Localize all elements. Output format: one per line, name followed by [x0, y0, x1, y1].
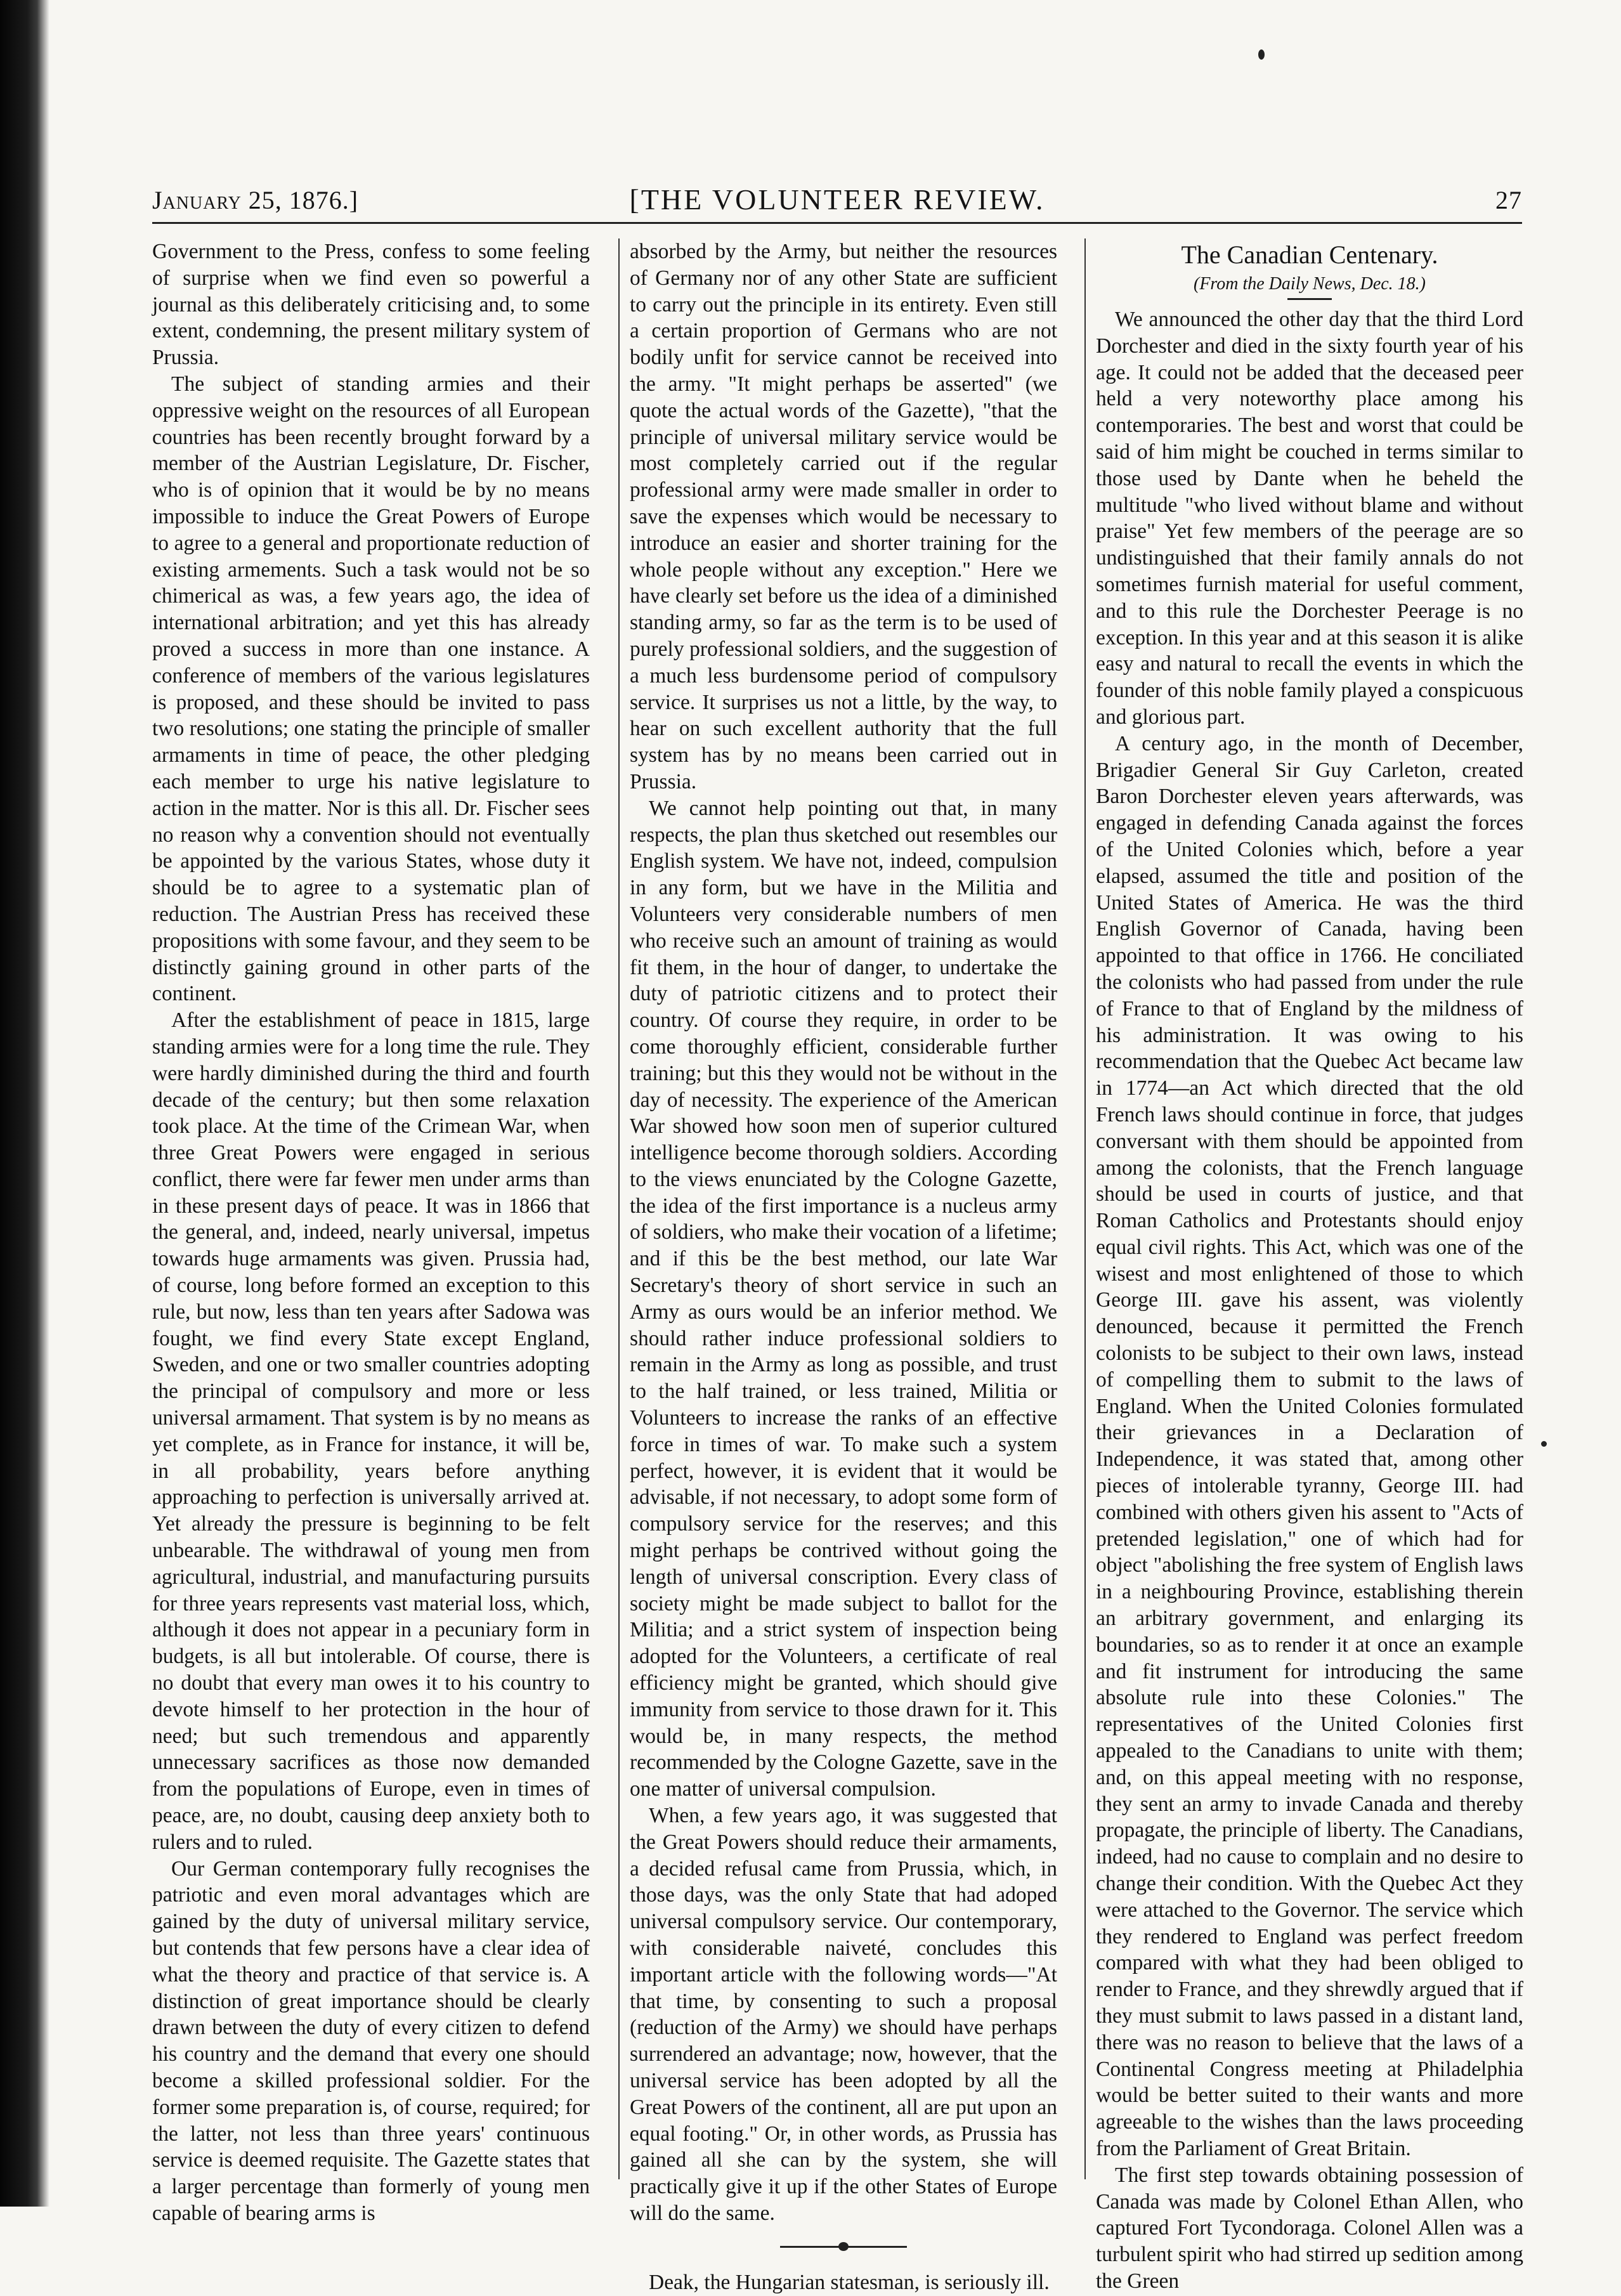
- paragraph: We cannot help pointing out that, in many respects, the plan thus sketched out resembles our English system. We have not, indeed, compulsion in any form, but we have in the Militia and Volunteers very considerable numbers of men who receive such an amount of training as would fit them, in the hour of danger, to undertake the duty of patriotic citizens and to protect their country. Of course they require, in order to be come thoroughly efficient, considerable further training; but this they would not be without in the day of necessity. The experience of the American War showed how soon men of superior cultured intelligence become thorough soldiers. According to the views enunciated by the Cologne Gazette, the idea of the first importance is a nucleus army of soldiers, who make their vocation of a lifetime; and if this be the best method, our late War Secretary's theory of short service in such an Army as ours would be an inferior method. We should rather induce professional soldiers to remain in the Army as long as possible, and trust to the half trained, or less trained, Militia or Volunteers to increase the ranks of an effective force in times of war. To make such a system perfect, however, it is evident that it would be advisable, if not necessary, to adopt some form of compulsory service for the reserves; and this might perhaps be contrived without going the length of universal conscription. Every class of society might be made subject to ballot for the Militia; and a strict system of inspection being adopted for the Volunteers, a certificate of real efficiency might be granted, which should give immunity from service to those drawn for it. This would be, in many respects, the method recommended by the Cologne Gazette, save in the one matter of universal compulsion.: [630, 796, 1057, 1801]
- article-source: (From the Daily News, Dec. 18.): [1194, 274, 1426, 294]
- publication-title: [THE VOLUNTEER REVIEW.: [629, 183, 1045, 216]
- column-1: [152, 238, 590, 2225]
- page-header: [152, 178, 1522, 224]
- news-brief: Deak, the Hungarian statesman, is seriously ill.: [649, 2270, 1050, 2294]
- paragraph: A century ago, in the month of December, Brigadier General Sir Guy Carleton, created Baron Dorchester eleven years afterwards, was engaged in defending Canada against the forces of the United Colonies which, before a year elapsed, assumed the title and position of the United States of America. He was the third English Governor of Canada, having been appointed to that office in 1766. He conciliated the colonists who had passed from under the rule of France to that of England by the mildness of his administration. It was owing to his recommendation that the Quebec Act became law in 1774—an Act which directed that the old French laws should continue in force, that judges conversant with them should be appointed from among the colonists, that the French language should be used in courts of justice, and that Roman Catholics and Protestants should enjoy equal civil rights. This Act, which was one of the wisest and most enlightened of those to which George III. gave his assent, was violently denounced, because it permitted the French colonists to be subject to their own laws, instead of compelling them to submit to the laws of England. When the United Colonies formulated their grievances in a Declaration of Independence, it was stated that, among other pieces of intolerable tyranny, George III. had combined with others given his assent to "Acts of pretended legislation," one of which had for object "abolishing the free system of English laws in a neighbouring Province, establishing therein an arbitrary government, and enlarging its boundaries, so as to render it at once an example and fit instrument for introducing the same absolute rule into these Colonies." The representatives of the United Colonies first appealed to the Canadians to unite with them; and, on this appeal meeting with no response, they sent an army to invade Canada and thereby propagate, the principle of liberty. The Canadians, indeed, had no cause to complain and no desire to change their condition. With the Quebec Act they were attached to the Governor. The service which they rendered to England was perfect freedom compared with what they had been obliged to render to France, and they shrewdly argued that if they must submit to laws passed in a distant land, there was no reason to believe that the laws of a Continental Congress meeting at Philadelphia would be better suited to their wants and more agreeable to the wishes than the laws proceeding from the Parliament of Great Britain.: [1096, 731, 1523, 2160]
- paragraph: Our German contemporary fully recognises the patriotic and even moral advantages which are gained by the duty of universal military service, but contends that few persons have a clear idea of what the theory and practice of that service is. A distinction of great importance should be clearly drawn between the duty of every citizen to defend his country and the demand that every one should become a skilled professional soldier. For the former some preparation is, of course, required; for the latter, not less than three years' continuous service is deemed requisite. The Gazette states that a larger percentage than formerly of young men capable of bearing arms is: [152, 1856, 590, 2225]
- article-title: The Canadian Centenary.: [1181, 240, 1438, 269]
- column-2: [618, 238, 1057, 2294]
- column-3: [1084, 238, 1523, 2293]
- page-number: 27: [1495, 186, 1522, 214]
- scan-speck: [1541, 1441, 1547, 1447]
- paragraph: The subject of standing armies and their oppressive weight on the resources of all European countries has been recently brought forward by a member of the Austrian Legislature, Dr. Fischer, who is of opinion that it would be by no means impossible to induce the Great Powers of Europe to agree to a general and proportionate reduction of existing armements. Such a task would not be so chimerical as was, a few years ago, the idea of international arbitration; and yet this has already proved a success in more than one instance. A conference of members of the various legislatures is proposed, and these should be invited to pass two resolutions; one stating the principle of smaller armaments in time of peace, the other pledging each member to urge his native legislature to action in the matter. Nor is this all. Dr. Fischer sees no reason why a convention should not eventually be appointed by the various States, whose duty it should be to agree to a systematic plan of reduction. The Austrian Press has received these propositions with some favour, and they seem to be distinctly gaining ground in other parts of the continent.: [152, 372, 590, 1006]
- paragraph: absorbed by the Army, but neither the resources of Germany nor of any other State are sufficient to carry out the principle in its entirety. Even still a certain proportion of Germans who are not bodily unfit for service cannot be received into the army. "It might perhaps be asserted" (we quote the actual words of the Gazette), "that the principle of universal military service would be most completely carried out if the regular professional army were made smaller in order to save the expenses which would be necessary to introduce an easier and shorter training for the whole people without any exception." Here we have clearly set before us the idea of a diminished standing army, so far as the term is to be used of purely professional soldiers, and the suggestion of a much less burdensome period of compulsory service. It surprises us not a little, by the way, to hear on such excellent authority that the full system has by no means been carried out in Prussia.: [630, 240, 1057, 793]
- newspaper-page: [152, 178, 1523, 2294]
- paragraph: After the establishment of peace in 1815, large standing armies were for a long time the rule. They were hardly diminished during the third and fourth decade of the century; but then some relaxation took place. At the time of the Crimean War, when three Great Powers were engaged in serious conflict, there were far fewer men under arms than in these present days of peace. It was in 1866 that the general, and, indeed, nearly universal, impetus towards huge armaments was given. Prussia had, of course, long before formed an exception to this rule, but now, less than ten years after Sadowa was fought, we find every State except England, Sweden, and one or two smaller countries adopting the principal of compulsory and more or less universal armament. That system is by no means as yet complete, as in France for instance, it will be, in all probability, years before anything approaching to perfection is universally arrived at. Yet already the pressure is beginning to be felt unbearable. The withdrawal of young men from agricultural, industrial, and manufacturing pursuits for three years represents vast material loss, which, although it does not appear in a pecuniary form in budgets, is all but intolerable. Of course, there is no doubt that every man owes it to his country to devote himself to her protection in the hour of need; but such tremendous and apparently unnecessary sacrifices as those now demanded from the populations of Europe, even in times of peace, are, no doubt, causing deep anxiety both to rulers and to ruled.: [152, 1008, 590, 1854]
- scan-edge-shadow: [0, 0, 49, 2207]
- paragraph: Government to the Press, confess to some feeling of surprise when we find even so powerful a journal as this deliberately criticising and, to some extent, condemning, the present military system of Prussia.: [152, 240, 590, 370]
- paragraph: We announced the other day that the third Lord Dorchester and died in the sixty fourth year of his age. It could not be added that the deceased peer held a very noteworthy place among his contemporaries. The best and worst that could be said of him might be couched in terms similar to those used by Dante when he beheld the multitude "who lived without blame and without praise" Yet few members of the peerage are so undistinguished that their family annals do not sometimes furnish material for useful comment, and to this rule the Dorchester Peerage is no exception. In this year and at this season it is alike easy and natural to recall the events in which the founder of this noble family played a conspicuous and glorious part.: [1096, 308, 1523, 729]
- section-divider: [780, 2246, 907, 2248]
- scan-speck: [1258, 49, 1265, 60]
- title-rule: [1287, 298, 1332, 300]
- paragraph: When, a few years ago, it was suggested that the Great Powers should reduce their armaments, a decided refusal came from Prussia, which, in those days, was the only State that had adoped universal compulsory service. Our contemporary, with considerable naiveté, concludes this important article with the following words—"At that time, by consenting to such a proposal (reduction of the Army) we should have perhaps surrendered an advantage; now, however, that the universal service has been adopted by all the Great Powers of the continent, all are put upon an equal footing." Or, in other words, as Prussia has gained all she can by the system, she will practically give it up if the other States of Europe will do the same.: [630, 1804, 1057, 2225]
- issue-date: January 25, 1876.]: [152, 186, 359, 214]
- paragraph: The first step towards obtaining possession of Canada was made by Colonel Ethan Allen, who captured Fort Tycondoraga. Colonel Allen was a turbulent spirit who had stirred up sedition among the Green: [1096, 2163, 1523, 2293]
- article-columns: [152, 238, 1523, 2294]
